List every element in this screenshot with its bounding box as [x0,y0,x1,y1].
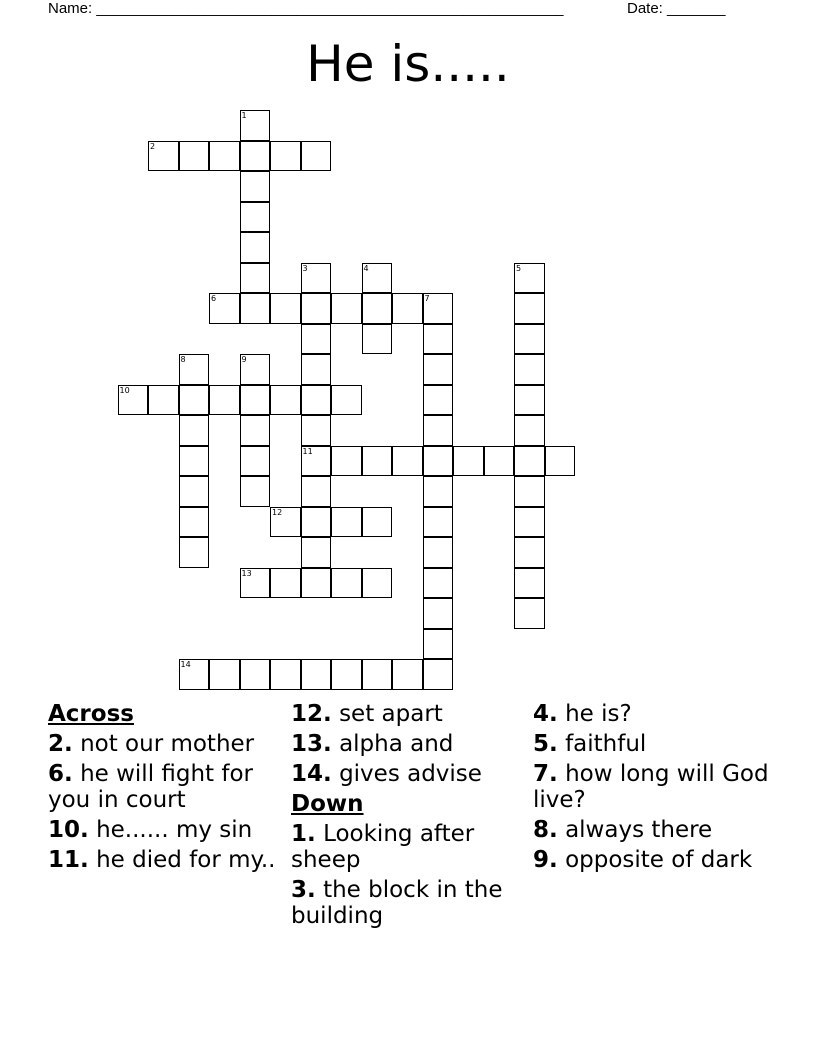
grid-cell[interactable] [514,293,545,324]
grid-cell[interactable] [240,354,271,385]
clue-across-13: 13. alpha and [291,731,454,757]
grid-cell[interactable] [179,415,210,446]
grid-cell[interactable] [423,629,454,660]
grid-cell[interactable] [514,263,545,294]
grid-cell[interactable] [240,385,271,416]
grid-cell[interactable] [301,507,332,538]
grid-cell[interactable] [423,537,454,568]
grid-cell[interactable] [331,385,362,416]
grid-cell[interactable] [148,385,179,416]
grid-cell[interactable] [423,568,454,599]
clue-number: 6 [211,294,217,303]
grid-cell[interactable] [270,141,301,172]
clue-number: 11 [302,446,313,456]
grid-cell[interactable] [179,476,210,507]
grid-cell[interactable] [240,232,271,263]
clue-across-2: 2. not our mother [48,731,255,757]
grid-cell[interactable] [179,141,210,172]
grid-cell[interactable] [301,659,332,690]
grid-cell[interactable] [179,507,210,538]
grid-cell[interactable] [514,598,545,629]
clue-down-8: 8. always there [533,817,713,843]
grid-cell[interactable] [362,446,393,477]
grid-cell[interactable] [270,659,301,690]
clue-down-5: 5. faithful [533,731,647,757]
across-heading: Across [48,701,134,727]
clue-down-7: 7. how long will God live? [533,761,769,813]
clue-across-12: 12. set apart [291,701,443,727]
grid-cell[interactable] [240,263,271,294]
grid-cell[interactable] [240,202,271,233]
grid-cell[interactable] [209,385,240,416]
grid-cell[interactable] [423,446,454,477]
grid-cell[interactable] [514,568,545,599]
grid-cell[interactable] [179,385,210,416]
clue-number: 9 [241,355,247,364]
clue-number: 14 [180,660,191,669]
grid-cell[interactable] [423,385,454,416]
grid-cell[interactable] [514,476,545,507]
grid-cell[interactable] [209,293,240,324]
grid-cell[interactable] [301,354,332,385]
clue-down-4: 4. he is? [533,701,632,727]
grid-cell[interactable] [301,476,332,507]
grid-cell[interactable] [240,476,271,507]
grid-cell[interactable] [331,446,362,477]
grid-cell[interactable] [179,354,210,385]
clue-number: 13 [241,568,252,578]
grid-cell[interactable] [362,263,393,294]
name-field[interactable]: Name: ________________________________________________________ [48,0,564,17]
grid-cell[interactable] [362,659,393,690]
grid-cell[interactable] [514,354,545,385]
clue-number: 1 [241,111,247,120]
clue-across-6: 6. he will fight for you in court [48,761,254,813]
grid-cell[interactable] [209,141,240,172]
clue-number: 3 [302,263,308,273]
grid-cell[interactable] [270,507,301,538]
grid-cell[interactable] [392,293,423,324]
grid-cell[interactable] [331,568,362,599]
clue-down-9: 9. opposite of dark [533,847,753,873]
clue-number: 7 [424,294,430,303]
grid-cell[interactable] [179,659,210,690]
down-heading: Down [291,791,364,817]
grid-cell[interactable] [545,446,576,477]
grid-cell[interactable] [270,385,301,416]
grid-cell[interactable] [301,537,332,568]
grid-cell[interactable] [392,446,423,477]
grid-cell[interactable] [148,141,179,172]
grid-cell[interactable] [240,446,271,477]
clue-number: 12 [272,507,283,517]
clue-across-11: 11. he died for my.. [48,847,276,873]
grid-cell[interactable] [270,568,301,599]
grid-cell[interactable] [301,141,332,172]
clue-column-3 [533,701,773,877]
grid-cell[interactable] [240,171,271,202]
clue-across-14: 14. gives advise [291,761,482,787]
grid-cell[interactable] [423,324,454,355]
puzzle-title: He is..... [306,35,510,93]
grid-cell[interactable] [240,415,271,446]
grid-cell[interactable] [240,110,271,141]
grid-cell[interactable] [392,659,423,690]
grid-cell[interactable] [179,537,210,568]
grid-cell[interactable] [514,537,545,568]
grid-cell[interactable] [301,415,332,446]
grid-cell[interactable] [240,293,271,324]
grid-cell[interactable] [423,598,454,629]
clue-number: 5 [516,263,522,273]
grid-cell[interactable] [362,507,393,538]
grid-cell[interactable] [301,293,332,324]
clue-down-3: 3. the block in the building [291,877,503,929]
clue-number: 8 [180,355,186,364]
grid-cell[interactable] [514,385,545,416]
grid-cell[interactable] [484,446,515,477]
date-field[interactable]: Date: _______ [627,0,726,17]
grid-cell[interactable] [514,324,545,355]
grid-cell[interactable] [240,568,271,599]
clue-number: 4 [363,263,369,273]
grid-cell[interactable] [179,446,210,477]
grid-cell[interactable] [514,507,545,538]
grid-cell[interactable] [209,659,240,690]
grid-cell[interactable] [331,507,362,538]
clue-number: 2 [150,141,156,151]
grid-cell[interactable] [362,293,393,324]
grid-cell[interactable] [423,507,454,538]
grid-cell[interactable] [270,293,301,324]
clue-number: 10 [119,385,130,395]
grid-cell[interactable] [423,293,454,324]
grid-cell[interactable] [423,415,454,446]
grid-cell[interactable] [240,659,271,690]
grid-cell[interactable] [118,385,149,416]
grid-cell[interactable] [301,263,332,294]
grid-cell[interactable] [423,354,454,385]
grid-cell[interactable] [362,324,393,355]
grid-cell[interactable] [423,476,454,507]
clue-across-10: 10. he...... my sin [48,817,253,843]
grid-cell[interactable] [301,446,332,477]
grid-cell[interactable] [331,659,362,690]
grid-cell[interactable] [301,385,332,416]
grid-cell[interactable] [301,568,332,599]
grid-cell[interactable] [514,446,545,477]
clue-down-1: 1. Looking after sheep [291,821,475,873]
grid-cell[interactable] [423,659,454,690]
clue-column-1 [48,701,288,877]
grid-cell[interactable] [301,324,332,355]
grid-cell[interactable] [514,415,545,446]
grid-cell[interactable] [362,568,393,599]
grid-cell[interactable] [240,141,271,172]
grid-cell[interactable] [331,293,362,324]
grid-cell[interactable] [453,446,484,477]
clue-column-2 [291,701,531,933]
